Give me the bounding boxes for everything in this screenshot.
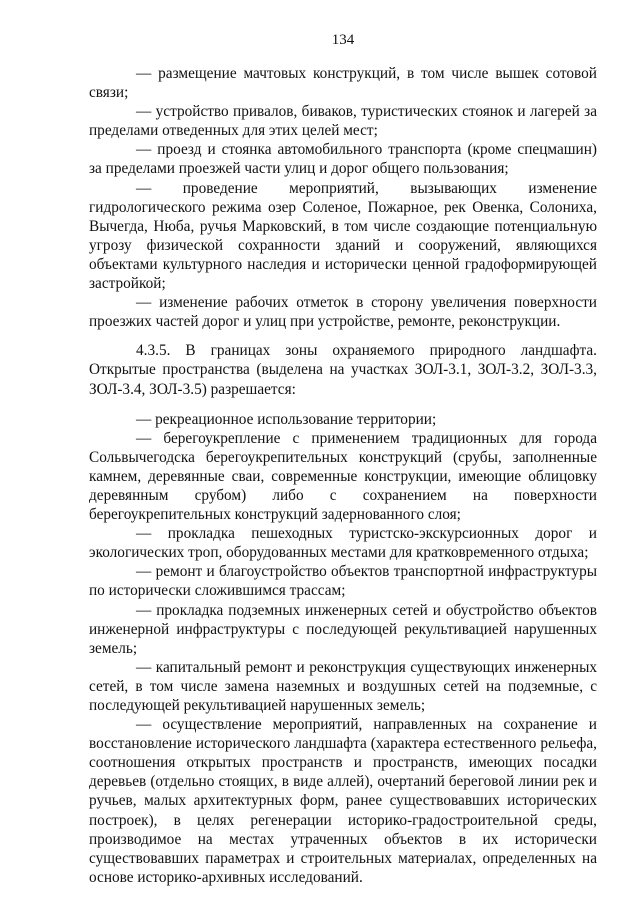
list-item-trails: — прокладка пешеходных туристско-экскурсионных дорог и экологических троп, оборудованных местами для кратковременного отдыха; [89,525,597,562]
document-page [89,30,597,887]
section-heading-4-3-5: 4.3.5. В границах зоны охраняемого природного ландшафта. Открытые пространства (выделена на участках ЗОЛ-3.1, ЗОЛ-3.2, ЗОЛ-3.3, ЗОЛ-3.4, ЗОЛ-3.5) разрешается: [89,342,597,398]
list-item-transport-repair: — ремонт и благоустройство объектов транспортной инфраструктуры по исторически сложившимся трассам; [89,563,597,600]
list-item-mast-structures: — размещение мачтовых конструкций, в том числе вышек сотовой связи; [89,65,597,102]
list-item-camps: — устройство привалов, биваков, туристических стоянок и лагерей за пределами отведенных для этих целей мест; [89,103,597,140]
page-number: 134 [331,32,355,48]
list-item-hydrological-regime: — проведение мероприятий, вызывающих изменение гидрологического режима озер Соленое, Пожарное, рек Овенка, Солониха, Вычегда, Нюба, ручья Марковский, в том числе создающие потенциальную угрозу физической сохранности зданий и сооружений, являющихся объектами культурного наследия и исторически ценной градоформирующей застройкой; [89,179,597,293]
list-item-network-reconstruction: — капитальный ремонт и реконструкция существующих инженерных сетей, в том числе замена наземных и воздушных сетей на подземные, с последующей рекультивацией нарушенных земель; [89,658,597,714]
list-item-landscape-restoration: — осуществление мероприятий, направленных на сохранение и восстановление исторического ландшафта (характера естественного рельефа, соотношения открытых пространств и пространств, имеющих посадки деревьев (отдельно стоящих, в виде аллей), очертаний береговой линии рек и ручьев, малых архитектурных форм, ранее существовавших исторических построек), в целях регенерации историко-градостроительной среды, производимое на местах утраченных объектов в их исторически существовавших параметрах и строительных материалах, определенных на основе историко-архивных исследований. [89,716,597,886]
list-item-recreation: — рекреационное использование территории; [136,410,437,428]
list-item-bank-protection: — берегоукрепление с применением традиционных для города Сольвычегодска берегоукрепительных конструкций (срубы, заполненные камнем, деревянные сваи, современные конструкции, имеющие облицовку деревянным срубом) либо с сохранением на поверхности берегоукрепительных конструкций задернованного слоя; [89,429,597,524]
list-item-underground-networks: — прокладка подземных инженерных сетей и обустройство объектов инженерной инфраструктуры с последующей рекультивацией нарушенных земель; [89,601,597,657]
list-item-vehicle-parking: — проезд и стоянка автомобильного транспорта (кроме спецмашин) за пределами проезжей части улиц и дорог общего пользования; [89,141,597,178]
list-item-road-elevation: — изменение рабочих отметок в сторону увеличения поверхности проезжих частей дорог и улиц при устройстве, ремонте, реконструкции. [89,294,597,331]
